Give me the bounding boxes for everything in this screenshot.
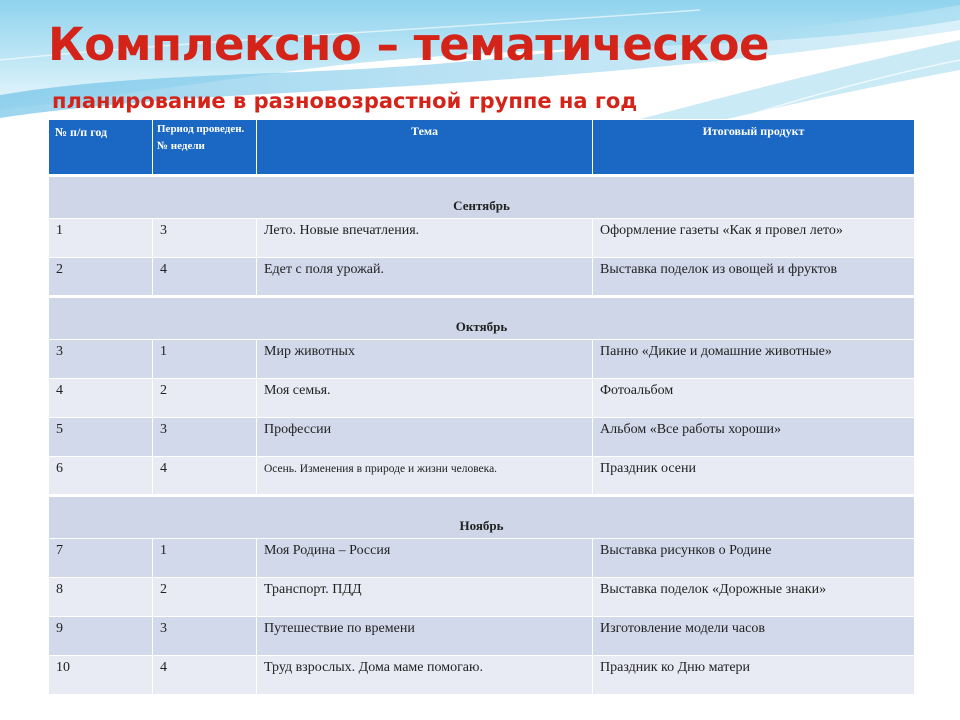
cell-product: Панно «Дикие и домашние животные» <box>593 340 915 379</box>
table-row <box>49 418 915 457</box>
month-label: Ноябрь <box>49 496 915 539</box>
table-row <box>49 258 915 297</box>
cell-week: 3 <box>153 418 257 457</box>
cell-product: Выставка поделок из овощей и фруктов <box>593 258 915 297</box>
cell-week: 4 <box>153 258 257 297</box>
header-period: Период проведен.№ недели <box>153 120 257 176</box>
table-row <box>49 656 915 695</box>
month-label: Октябрь <box>49 297 915 340</box>
cell-product: Изготовление модели часов <box>593 617 915 656</box>
cell-num: 10 <box>49 656 153 695</box>
cell-week: 1 <box>153 340 257 379</box>
table-row <box>49 617 915 656</box>
cell-theme: Моя Родина – Россия <box>257 539 593 578</box>
header-theme: Тема <box>257 120 593 176</box>
planning-table <box>48 119 915 695</box>
cell-week: 2 <box>153 578 257 617</box>
cell-theme: Профессии <box>257 418 593 457</box>
table-row <box>49 578 915 617</box>
cell-theme: Едет с поля урожай. <box>257 258 593 297</box>
cell-product: Фотоальбом <box>593 379 915 418</box>
cell-product: Альбом «Все работы хороши» <box>593 418 915 457</box>
table-header-row <box>49 120 915 176</box>
cell-num: 1 <box>49 219 153 258</box>
table-row <box>49 379 915 418</box>
cell-theme: Транспорт. ПДД <box>257 578 593 617</box>
cell-theme: Путешествие по времени <box>257 617 593 656</box>
month-row <box>49 297 915 340</box>
cell-num: 7 <box>49 539 153 578</box>
table-row <box>49 340 915 379</box>
month-row <box>49 496 915 539</box>
cell-theme: Мир животных <box>257 340 593 379</box>
table-row <box>49 457 915 496</box>
cell-week: 4 <box>153 457 257 496</box>
cell-product: Праздник ко Дню матери <box>593 656 915 695</box>
table-row <box>49 219 915 258</box>
page-title: Комплексно – тематическое <box>48 18 770 71</box>
cell-num: 8 <box>49 578 153 617</box>
cell-num: 6 <box>49 457 153 496</box>
cell-num: 9 <box>49 617 153 656</box>
cell-product: Выставка рисунков о Родине <box>593 539 915 578</box>
cell-week: 3 <box>153 617 257 656</box>
cell-theme: Осень. Изменения в природе и жизни человека. <box>257 457 593 496</box>
cell-num: 5 <box>49 418 153 457</box>
page-subtitle: планирование в разновозрастной группе на год <box>52 89 638 113</box>
cell-product: Оформление газеты «Как я провел лето» <box>593 219 915 258</box>
cell-week: 4 <box>153 656 257 695</box>
cell-theme: Моя семья. <box>257 379 593 418</box>
header-num: № п/п год <box>49 120 153 176</box>
header-product: Итоговый продукт <box>593 120 915 176</box>
cell-product: Праздник осени <box>593 457 915 496</box>
cell-num: 4 <box>49 379 153 418</box>
cell-theme: Лето. Новые впечатления. <box>257 219 593 258</box>
cell-week: 3 <box>153 219 257 258</box>
cell-week: 1 <box>153 539 257 578</box>
cell-week: 2 <box>153 379 257 418</box>
table-row <box>49 539 915 578</box>
cell-num: 2 <box>49 258 153 297</box>
cell-theme: Труд взрослых. Дома маме помогаю. <box>257 656 593 695</box>
month-row <box>49 176 915 219</box>
cell-product: Выставка поделок «Дорожные знаки» <box>593 578 915 617</box>
month-label: Сентябрь <box>49 176 915 219</box>
cell-num: 3 <box>49 340 153 379</box>
